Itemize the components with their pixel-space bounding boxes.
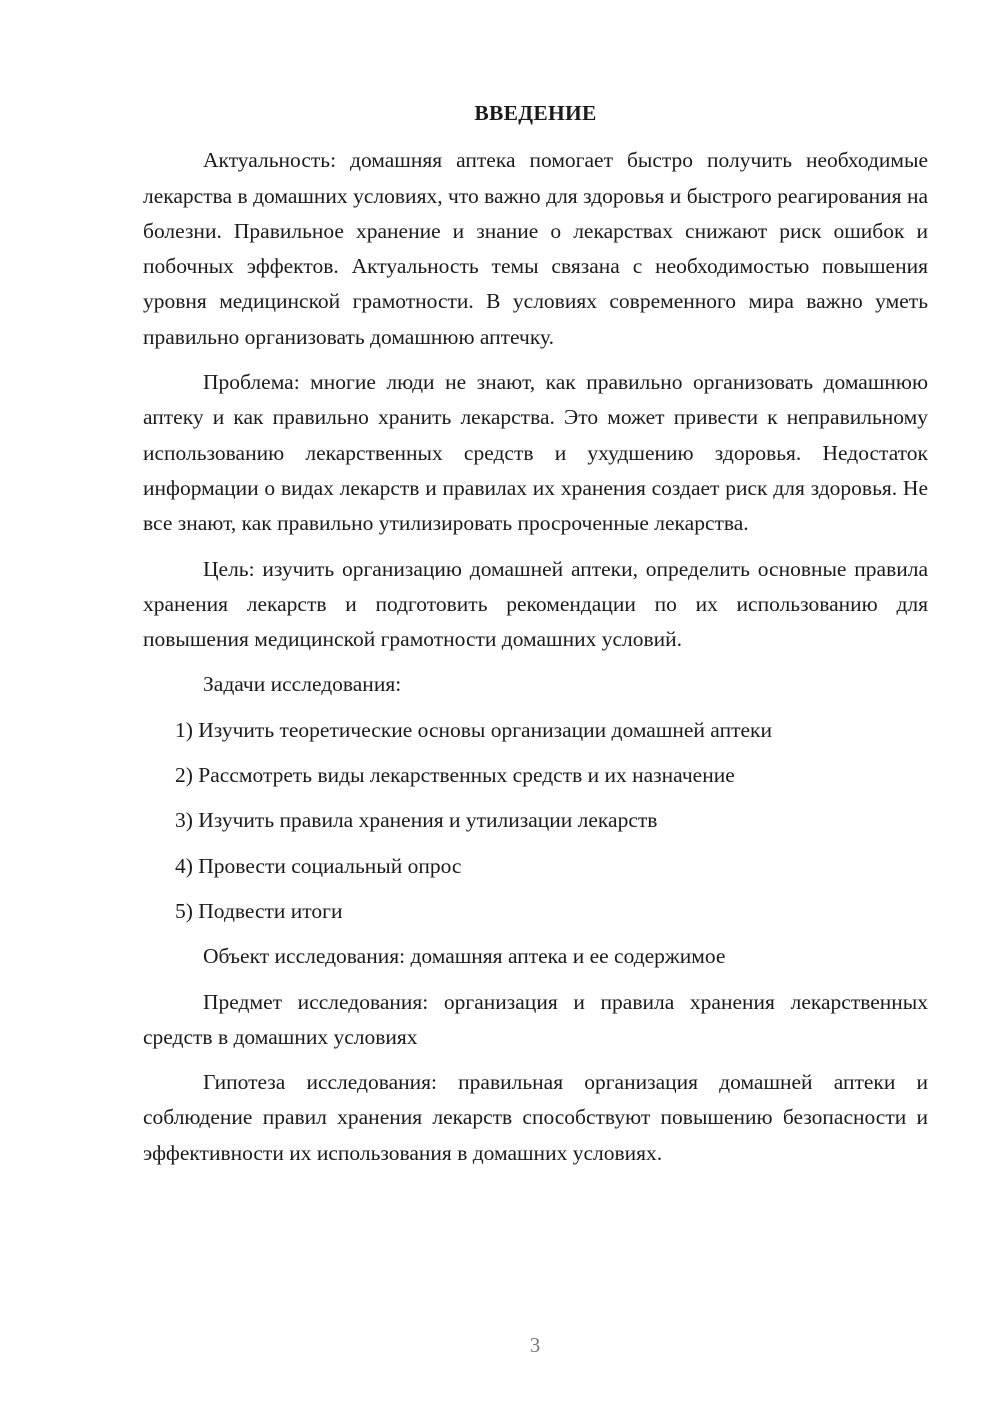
relevance-paragraph: Актуальность: домашняя аптека помогает быстро получить необходимые лекарства в домашних условиях, что важно для здоровья и быстрого реагирования на болезни. Правильное хранение и знание о лекарствах снижают риск ошибок и побочных эффектов. Актуальность темы связана с необходимостью повышения уровня медицинской грамотности. В условиях современного мира важно уметь правильно организовать домашнюю аптечку. (143, 148, 928, 349)
task-item: 4) Провести социальный опрос (175, 853, 462, 878)
hypothesis-paragraph: Гипотеза исследования: правильная организация домашней аптеки и соблюдение правил хранения лекарств способствуют повышению безопасности и эффективности их использования в домашних условиях. (143, 1070, 928, 1165)
tasks-list (143, 713, 928, 929)
task-item: 5) Подвести итоги (175, 898, 343, 923)
task-item: 3) Изучить правила хранения и утилизации лекарств (175, 808, 658, 833)
page-content (143, 96, 928, 1181)
task-item: 1) Изучить теоретические основы организации домашней аптеки (175, 717, 772, 742)
object-paragraph: Объект исследования: домашняя аптека и ее содержимое (203, 944, 726, 969)
task-item: 2) Рассмотреть виды лекарственных средств и их назначение (175, 763, 735, 788)
tasks-title: Задачи исследования: (203, 672, 402, 697)
section-heading: ВВЕДЕНИЕ (474, 101, 597, 125)
goal-paragraph: Цель: изучить организацию домашней аптеки, определить основные правила хранения лекарств и подготовить рекомендации по их использованию для повышения медицинской грамотности домашних условий. (143, 556, 928, 652)
problem-paragraph: Проблема: многие люди не знают, как правильно организовать домашнюю аптеку и как правильно хранить лекарства. Это может привести к неправильному использованию лекарственных средств и ухудшению здоровья. Недостаток информации о видах лекарств и правилах их хранения создает риск для здоровья. Не все знают, как правильно утилизировать просроченные лекарства. (143, 370, 928, 536)
page-number: 3 (529, 1333, 541, 1357)
subject-paragraph: Предмет исследования: организация и правила хранения лекарственных средств в домашних условиях (143, 989, 928, 1049)
